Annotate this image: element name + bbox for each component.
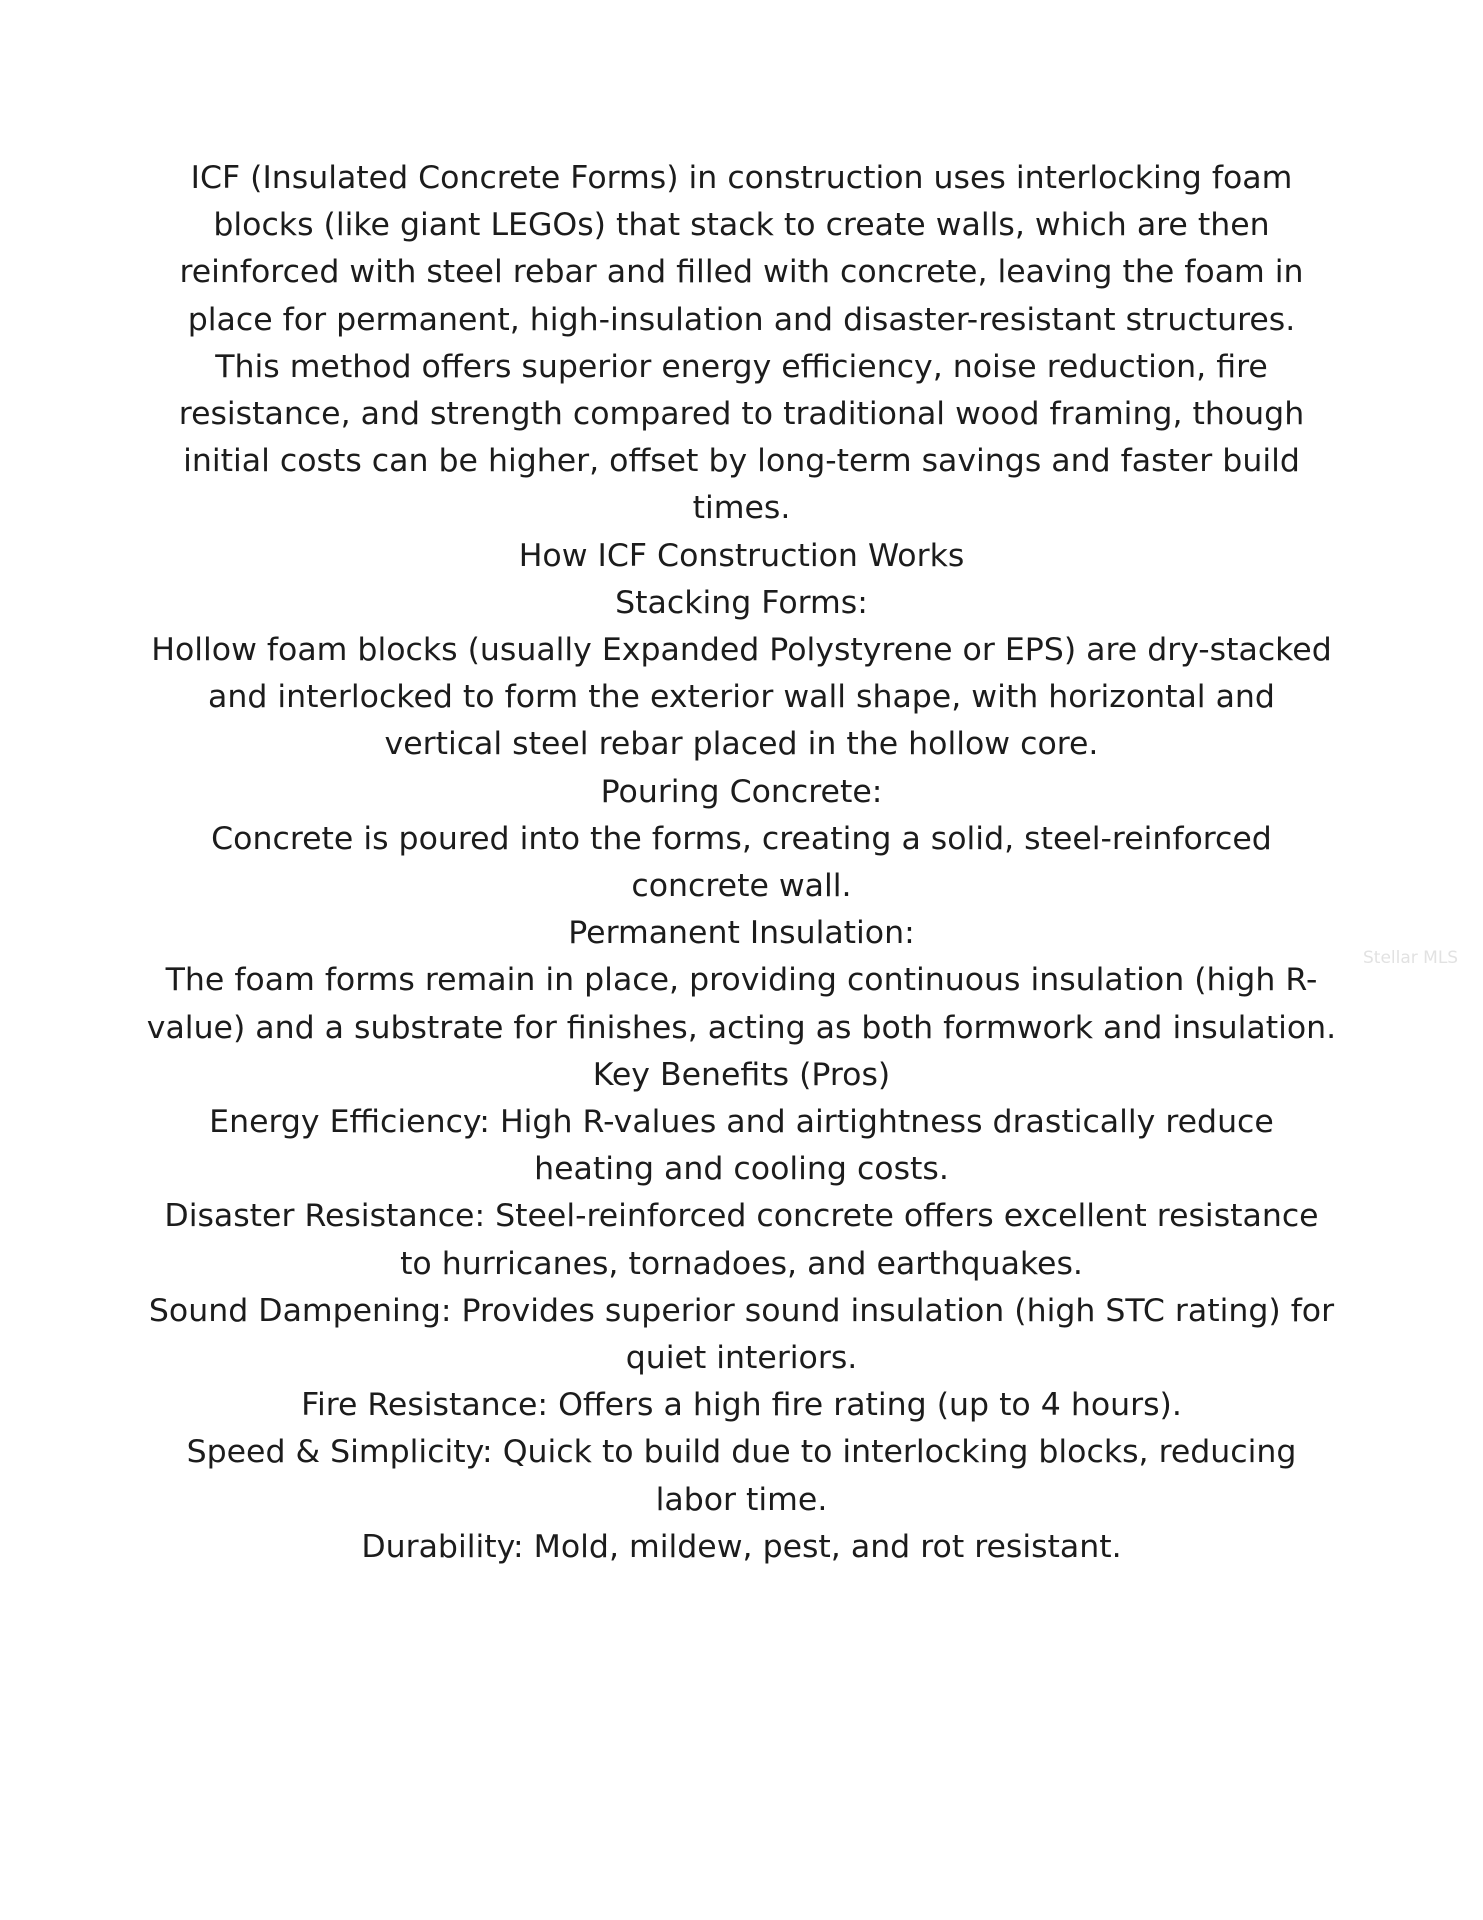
subheading-permanent-insulation: Permanent Insulation: [568, 915, 915, 952]
benefit-energy-efficiency-line-1: Energy Efficiency: High R-values and airtightness drastically reduce [209, 1104, 1274, 1141]
stacking-forms-line-1: Hollow foam blocks (usually Expanded Polystyrene or EPS) are dry-stacked [151, 632, 1332, 669]
permanent-insulation-line-2: value) and a substrate for finishes, acting as both formwork and insulation. [146, 1009, 1337, 1046]
watermark: Stellar MLS [1363, 948, 1459, 968]
benefit-disaster-resistance-line-2: to hurricanes, tornadoes, and earthquakes. [400, 1245, 1083, 1282]
intro-line-1: ICF (Insulated Concrete Forms) in construction uses interlocking foam [190, 160, 1293, 196]
subheading-pouring-concrete: Pouring Concrete: [600, 773, 883, 810]
intro-line-4: place for permanent, high-insulation and disaster-resistant structures. [187, 301, 1296, 338]
benefit-durability: Durability: Mold, mildew, pest, and rot resistant. [361, 1528, 1122, 1565]
stacking-forms-line-2: and interlocked to form the exterior wall shape, with horizontal and [208, 679, 1275, 716]
section-heading-key-benefits: Key Benefits (Pros) [592, 1056, 891, 1093]
benefit-fire-resistance: Fire Resistance: Offers a high fire rating (up to 4 hours). [301, 1387, 1182, 1424]
permanent-insulation-line-1: The foam forms remain in place, providing continuous insulation (high R- [165, 962, 1318, 999]
intro-line-2: blocks (like giant LEGOs) that stack to create walls, which are then [213, 207, 1270, 244]
pouring-concrete-line-1: Concrete is poured into the forms, creating a solid, steel-reinforced [211, 820, 1272, 857]
benefit-speed-simplicity-line-2: labor time. [655, 1481, 828, 1518]
benefit-sound-dampening-line-2: quiet interiors. [625, 1340, 858, 1377]
intro-line-5: This method offers superior energy efficiency, noise reduction, fire [215, 348, 1268, 385]
intro-line-8: times. [692, 490, 791, 527]
benefit-sound-dampening-line-1: Sound Dampening: Provides superior sound insulation (high STC rating) for [148, 1292, 1335, 1329]
intro-line-3: reinforced with steel rebar and filled with concrete, leaving the foam in [179, 254, 1304, 291]
stacking-forms-line-3: vertical steel rebar placed in the hollow core. [384, 726, 1099, 763]
benefit-speed-simplicity-line-1: Speed & Simplicity: Quick to build due to interlocking blocks, reducing [186, 1434, 1297, 1471]
intro-line-6: resistance, and strength compared to traditional wood framing, though [178, 396, 1305, 433]
benefit-disaster-resistance-line-1: Disaster Resistance: Steel-reinforced concrete offers excellent resistance [164, 1198, 1319, 1235]
intro-line-7: initial costs can be higher, offset by long-term savings and faster build [183, 443, 1300, 480]
pouring-concrete-line-2: concrete wall. [631, 868, 852, 905]
document-body [0, 155, 1483, 1571]
benefit-energy-efficiency-line-2: heating and cooling costs. [534, 1151, 949, 1188]
section-heading-how-icf-works: How ICF Construction Works [518, 537, 965, 574]
subheading-stacking-forms: Stacking Forms: [615, 584, 868, 621]
